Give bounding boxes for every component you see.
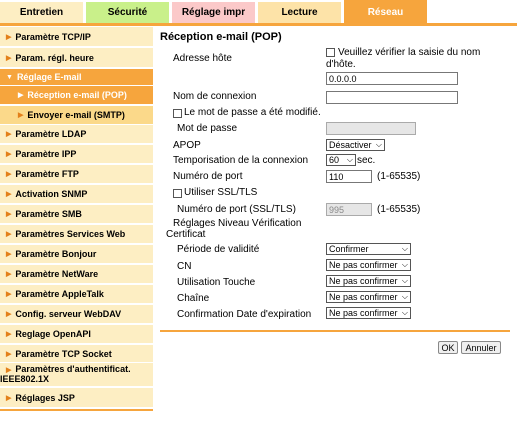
sidebar-item-label: Envoyer e-mail (SMTP): [27, 110, 125, 120]
sidebar-item-appletalk[interactable]: [0, 284, 153, 303]
verify-hostname-label: Veuillez vérifier la saisie du nom: [338, 47, 481, 58]
sidebar-item-pop[interactable]: [0, 85, 153, 104]
apop-value: Désactiver: [329, 140, 372, 150]
sidebar-item-label: Réglage E-mail: [16, 72, 82, 82]
sidebar-item-ieee8021x[interactable]: [0, 362, 153, 386]
expiration-select[interactable]: [326, 307, 411, 319]
arrow-right-icon: ▶: [6, 251, 12, 258]
cn-select[interactable]: [326, 259, 411, 271]
ok-button[interactable]: OK: [438, 341, 458, 354]
password-changed-label: Le mot de passe a été modifié.: [184, 107, 321, 118]
apop-label: APOP: [173, 140, 201, 151]
arrow-right-icon: ▶: [6, 331, 12, 338]
expiration-value: Ne pas confirmer: [329, 308, 398, 318]
key-usage-value: Ne pas confirmer: [329, 276, 398, 286]
arrow-right-icon: ▶: [6, 131, 12, 138]
sidebar-item-label: Paramètres Services Web: [15, 229, 126, 239]
chevron-down-icon: ⌵: [401, 292, 408, 301]
cn-label: CN: [177, 261, 192, 272]
sidebar-item-label: Paramètre AppleTalk: [15, 289, 104, 299]
sidebar-item-ipp[interactable]: [0, 144, 153, 163]
tab-reglage-impr[interactable]: Réglage impr: [172, 2, 255, 23]
arrow-right-icon: ▶: [6, 311, 12, 318]
key-usage-select[interactable]: [326, 275, 411, 287]
port-input[interactable]: [326, 170, 372, 183]
sidebar-item-webdav[interactable]: [0, 304, 153, 323]
sidebar-item-jsp[interactable]: [0, 387, 153, 407]
validity-select[interactable]: [326, 243, 411, 255]
sidebar-item-label: Paramètre IPP: [15, 149, 77, 159]
arrow-right-icon: ▶: [18, 112, 24, 119]
arrow-right-icon: ▶: [6, 367, 12, 374]
chain-select[interactable]: [326, 291, 411, 303]
ssl-port-label: Numéro de port (SSL/TLS): [177, 204, 296, 215]
timeout-unit: sec.: [357, 155, 376, 166]
arrow-right-icon: ▶: [6, 394, 12, 402]
expiration-label: Confirmation Date d'expiration: [177, 309, 312, 320]
login-name-input[interactable]: [326, 91, 458, 104]
sidebar-item-time[interactable]: [0, 47, 153, 67]
sidebar-item-label: Réception e-mail (POP): [27, 90, 127, 100]
key-usage-label: Utilisation Touche: [177, 277, 256, 288]
sidebar-item-label: Paramètre TCP Socket: [15, 348, 112, 359]
sidebar-item-ldap[interactable]: [0, 124, 153, 143]
chevron-down-icon: ⌵: [401, 260, 408, 269]
sidebar-item-email[interactable]: [0, 68, 153, 85]
sidebar-item-smtp[interactable]: [0, 105, 153, 124]
validity-label: Période de validité: [177, 244, 260, 255]
ssl-tls-label: Utiliser SSL/TLS: [184, 187, 258, 198]
sidebar-item-tcpip[interactable]: [0, 26, 153, 46]
arrow-right-icon: ▶: [6, 231, 12, 238]
arrow-right-icon: ▶: [6, 33, 12, 41]
apop-select[interactable]: [326, 139, 385, 151]
sidebar-item-label: Paramètre NetWare: [15, 269, 99, 279]
password-label: Mot de passe: [177, 123, 238, 134]
arrow-right-icon: ▶: [6, 151, 12, 158]
form-divider: [160, 330, 510, 332]
chevron-down-icon: ⌵: [375, 140, 382, 149]
sidebar-item-openapi[interactable]: [0, 324, 153, 343]
arrow-right-icon: ▶: [6, 191, 12, 198]
verify-hostname-label-2: d'hôte.: [326, 59, 356, 70]
sidebar-item-bonjour[interactable]: [0, 244, 153, 263]
sidebar-bottom-rule: [0, 409, 153, 411]
host-label: Adresse hôte: [173, 53, 232, 64]
timeout-value: 60: [329, 155, 340, 165]
login-label: Nom de connexion: [173, 91, 257, 102]
page-title: Réception e-mail (POP): [160, 31, 282, 43]
tab-securite[interactable]: Sécurité: [86, 2, 169, 23]
arrow-right-icon: ▶: [6, 54, 12, 62]
sidebar-item-smb[interactable]: [0, 204, 153, 223]
chevron-down-icon: ⌵: [401, 244, 408, 253]
ssl-tls-checkbox[interactable]: [173, 189, 182, 198]
chain-value: Ne pas confirmer: [329, 292, 398, 302]
tab-lecture[interactable]: Lecture: [258, 2, 341, 23]
sidebar-item-ftp[interactable]: [0, 164, 153, 183]
port-label: Numéro de port: [173, 171, 243, 182]
arrow-right-icon: ▶: [18, 92, 24, 99]
tab-entretien[interactable]: Entretien: [0, 2, 83, 23]
timeout-select[interactable]: [326, 154, 356, 166]
sidebar-item-label: Reglage OpenAPI: [15, 329, 91, 339]
arrow-right-icon: ▶: [6, 291, 12, 298]
tab-reseau[interactable]: Réseau: [344, 0, 427, 24]
sidebar-item-netware[interactable]: [0, 264, 153, 283]
password-changed-checkbox[interactable]: [173, 109, 182, 118]
sidebar-item-label: Réglages JSP: [15, 392, 75, 403]
sidebar-item-label: Paramètre SMB: [15, 209, 82, 219]
validity-value: Confirmer: [329, 244, 369, 254]
verify-hostname-checkbox[interactable]: [326, 48, 335, 57]
ssl-port-range: (1-65535): [377, 204, 421, 215]
cancel-button[interactable]: Annuler: [461, 341, 501, 354]
port-range: (1-65535): [377, 171, 421, 182]
ssl-port-input[interactable]: [326, 203, 372, 216]
sidebar-item-label: Config. serveur WebDAV: [15, 309, 122, 319]
arrow-right-icon: ▶: [6, 171, 12, 178]
sidebar-item-label: Paramètre FTP: [15, 169, 79, 179]
chevron-down-icon: ⌵: [401, 308, 408, 317]
sidebar-item-label: Activation SNMP: [15, 189, 88, 199]
host-address-input[interactable]: [326, 72, 458, 85]
cert-settings-label: Réglages Niveau Vérification: [173, 218, 302, 229]
arrow-down-icon: ▼: [6, 73, 13, 81]
arrow-right-icon: ▶: [6, 350, 12, 358]
chevron-down-icon: ⌵: [401, 276, 408, 285]
chain-label: Chaîne: [177, 293, 210, 304]
sidebar-item-label: Paramètre Bonjour: [15, 249, 97, 259]
sidebar-item-label: Paramètre TCP/IP: [15, 31, 91, 42]
chevron-down-icon: ⌵: [346, 155, 353, 164]
arrow-right-icon: ▶: [6, 211, 12, 218]
sidebar-item-snmp[interactable]: [0, 184, 153, 203]
cn-value: Ne pas confirmer: [329, 260, 398, 270]
sidebar-item-label: Paramètres d'authentificat.: [15, 364, 131, 374]
password-input[interactable]: [326, 122, 416, 135]
sidebar-item-tcpsocket[interactable]: [0, 344, 153, 362]
timeout-label: Temporisation de la connexion: [173, 155, 309, 166]
sidebar-item-label-line2: IEEE802.1X: [0, 374, 50, 384]
arrow-right-icon: ▶: [6, 271, 12, 278]
top-tab-bar: [0, 0, 517, 24]
sidebar-item-label: Paramètre LDAP: [15, 129, 87, 139]
cert-settings-label-2: Certificat: [166, 229, 206, 240]
sidebar-item-label: Param. régl. heure: [15, 52, 94, 63]
sidebar-item-webservices[interactable]: [0, 224, 153, 243]
